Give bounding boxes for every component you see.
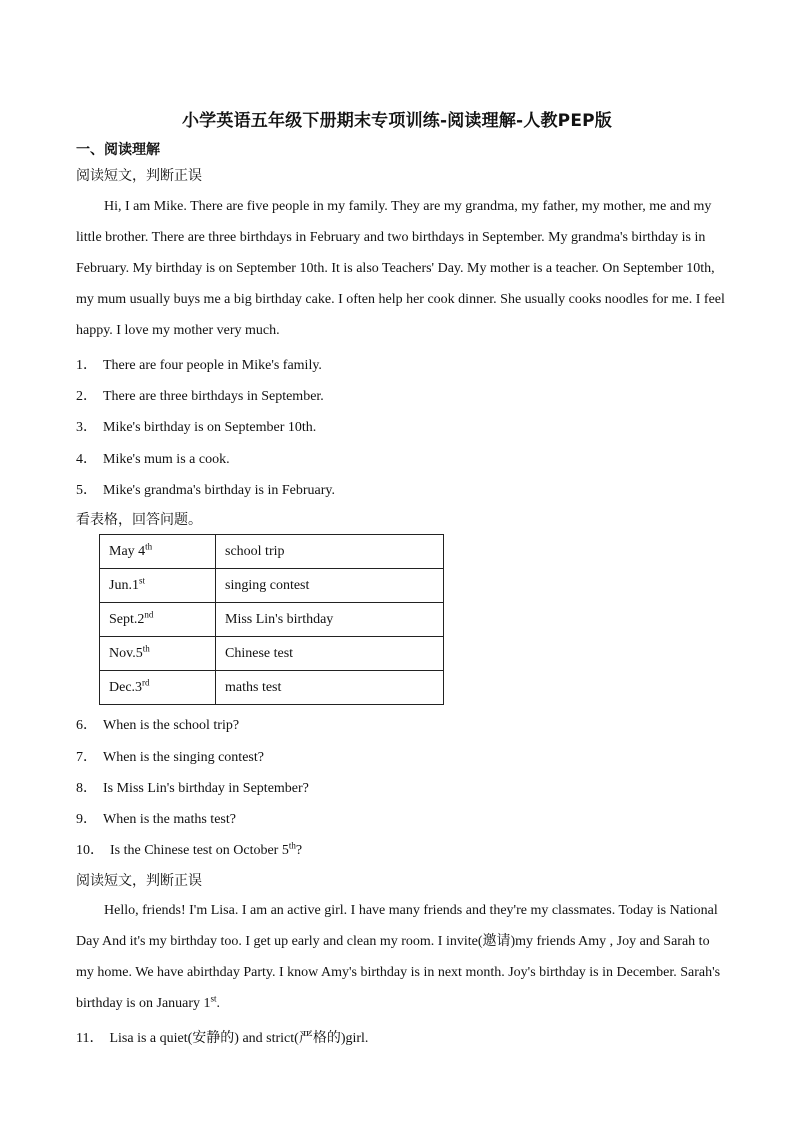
question-6: 6． When is the school trip?: [76, 718, 240, 733]
table-row: [100, 569, 444, 603]
question-4: 4． Mike's mum is a cook.: [76, 452, 230, 467]
table-row: [100, 603, 444, 637]
date-cell: Sept.2nd: [100, 603, 216, 637]
event-cell: school trip: [216, 535, 444, 569]
event-cell: singing contest: [216, 569, 444, 603]
schedule-table: [99, 534, 444, 705]
question-3: 3． Mike's birthday is on September 10th.: [76, 420, 317, 435]
part3-passage-text: Hello, friends! I'm Lisa. I am an active girl. I have many friends and they're my classmates. Today is National Day And it's my birthday too. I get up early and clean my room. I invite(邀请)my friends Amy , Joy and Sarah to my home. We have abirthday Party. I know Amy's birthday is in next month. Joy's birthday is in December. Sarah's birthday is on January 1: [76, 903, 721, 1011]
table-row: [100, 671, 444, 705]
question-11: 11． Lisa is a quiet(安静的) and strict(严格的)girl.: [76, 1031, 369, 1046]
part2-instruction: 看表格，回答问题。: [76, 512, 202, 528]
date-cell: Jun.1st: [100, 569, 216, 603]
part1-passage-text: Hi, I am Mike. There are five people in my family. They are my grandma, my father, my mother, me and my little brother. There are three birthdays in February and two birthdays in September. My grandma's birthday is in February. My birthday is on September 10th. It is also Teachers' Day. My mother is a teacher. On September 10th, my mum usually buys me a big birthday cake. I often help her cook dinner. She usually cooks noodles for me. I feel happy. I love my mother very much.: [76, 199, 725, 338]
part3-instruction: 阅读短文，判断正误: [76, 873, 202, 889]
table-row: [100, 535, 444, 569]
page-title: 小学英语五年级下册期末专项训练-阅读理解-人教PEP版: [181, 111, 613, 131]
event-cell: Chinese test: [216, 637, 444, 671]
date-cell: Dec.3rd: [100, 671, 216, 705]
part1-passage: [76, 191, 726, 346]
question-5: 5． Mike's grandma's birthday is in February.: [76, 483, 335, 498]
question-9: 9． When is the maths test?: [76, 812, 236, 827]
date-cell: May 4th: [100, 535, 216, 569]
date-cell: Nov.5th: [100, 637, 216, 671]
table-row: [100, 637, 444, 671]
question-7: 7． When is the singing contest?: [76, 750, 264, 765]
question-8: 8． Is Miss Lin's birthday in September?: [76, 781, 309, 796]
event-cell: Miss Lin's birthday: [216, 603, 444, 637]
part1-instruction: 阅读短文，判断正误: [76, 168, 202, 184]
question-10: 10． Is the Chinese test on October 5th?: [76, 840, 303, 858]
event-cell: maths test: [216, 671, 444, 705]
section-heading: 一、阅读理解: [76, 142, 160, 158]
part3-passage: Hello, friends! I'm Lisa. I am an active girl. I have many friends and they're my classmates. Today is National Day And it's my birthday too. I get up early and clean my room. I invite(邀请)my friends Amy , Joy and Sarah to my home. We have abirthday Party. I know Amy's birthday is in next month. Joy's birthday is in December. Sarah's birthday is on January 1st.: [76, 903, 721, 1011]
question-2: 2． There are three birthdays in September.: [76, 389, 324, 404]
question-1: 1． There are four people in Mike's family.: [76, 358, 322, 373]
